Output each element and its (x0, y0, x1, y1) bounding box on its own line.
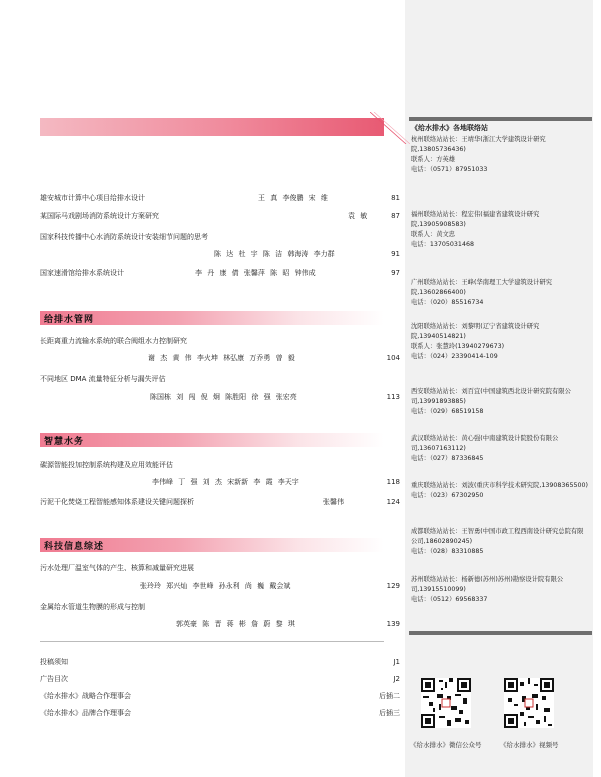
video-qr-label: 《给水排水》视频号 (500, 741, 559, 749)
footer-entry[interactable] (40, 658, 400, 667)
wechat-qr-code[interactable] (421, 678, 471, 728)
station-phone: 电话：（020）85516734 (411, 299, 484, 306)
entry-authors: 谢 杰 黄 伟 李火坤 林弘康 万乔勇 曾 毅 (148, 354, 295, 362)
entry-page: 118 (386, 478, 400, 486)
station-block (411, 278, 589, 308)
station-block (411, 135, 589, 175)
station-head: 杭州联络站站长：王靖华(浙江大学建筑设计研究院,13805736436) (411, 136, 546, 153)
footer-page: J2 (393, 675, 400, 683)
station-phone: 电话：（029）68519158 (411, 408, 484, 415)
footer-title: 《给水排水》品牌合作理事会 (40, 709, 131, 717)
entry-page: 124 (386, 498, 400, 506)
station-block (411, 387, 589, 417)
entry-title: 某国际马戏剧场消防系统设计方案研究 (40, 212, 159, 220)
entry-title: 污泥干化焚烧工程智能感知体系建设关键问题探析 (40, 498, 194, 506)
station-block (411, 210, 589, 250)
section-title: 智慧水务 (44, 437, 85, 447)
station-block (411, 322, 589, 362)
entry-authors: 袁 敏 (348, 212, 368, 220)
section-title: 给排水管网 (44, 315, 95, 325)
footer-title: 广告目次 (40, 675, 68, 683)
footer-entry[interactable] (40, 692, 400, 701)
entry-authors: 李伟峰 丁 强 刘 杰 宋新新 李 霞 李天宇 (152, 478, 299, 486)
station-head: 苏州联络站站长：杨新德(苏州)苏州)勘察设计院有限公司,13915510099) (411, 576, 564, 593)
entry-page: 113 (386, 393, 400, 401)
station-phone: 电话：（024）23390414-109 (411, 353, 498, 360)
entry-title: 碳源智能投加控制系统构建及应用效能评估 (40, 461, 173, 469)
station-head: 武汉联络站站长：黄心强(中南建筑设计院股份有限公司,13607163112) (411, 435, 559, 452)
entry-authors: 陈 达 杜 宇 陈 洁 韩海涛 李力群 (214, 250, 335, 258)
station-head: 重庆联络站站长：刘波(重庆市科学技术研究院,13908365500) (411, 482, 588, 489)
qr-code-icon (504, 678, 554, 728)
banner-diagonal-line (370, 112, 410, 144)
video-qr-code[interactable] (504, 678, 554, 728)
station-contact: 联系人：张慧玲(13940279673) (411, 343, 505, 350)
footer-page: 后插二 (379, 692, 400, 700)
entry-page: 87 (391, 212, 400, 220)
qr-code-icon (421, 678, 471, 728)
entry-title: 国家速滑馆给排水系统设计 (40, 269, 124, 277)
station-block (411, 434, 589, 464)
station-phone: 电话：（0571）87951033 (411, 166, 488, 173)
entry-page: 81 (391, 194, 400, 202)
station-head: 成都联络站站长：王智勇(中国市政工程西南设计研究总院有限公司,18602890245) (411, 528, 584, 545)
entry-title: 污水处理厂温室气体的产生、核算和减量研究进展 (40, 564, 194, 572)
entry-title: 雄安城市计算中心项目给排水设计 (40, 194, 145, 202)
station-phone: 电话：（0512）69568337 (411, 596, 488, 603)
wechat-qr-label: 《给水排水》微信公众号 (410, 741, 482, 749)
footer-page: 后插三 (379, 709, 400, 717)
stations-heading: 《给水排水》各地联络站 (411, 124, 488, 132)
footer-page: J1 (393, 658, 400, 666)
top-banner (40, 118, 384, 136)
entry-title: 不同地区 DMA 流量特征分析与漏失评估 (40, 375, 166, 383)
station-block (411, 575, 589, 605)
divider (40, 641, 384, 642)
entry-page: 91 (391, 250, 400, 258)
entry-title: 金属给水管道生物膜的形成与控制 (40, 603, 145, 611)
entry-authors: 李 丹 康 倩 张馨萍 陈 昭 钟伟成 (195, 269, 316, 277)
station-head: 福州联络站站长：程宏伟(福建省建筑设计研究院,13905908583) (411, 211, 540, 228)
station-block (411, 527, 589, 557)
section-title: 科技信息综述 (44, 542, 105, 552)
station-contact: 联系人：黄文忠 (411, 231, 456, 238)
section-header (40, 433, 384, 447)
entry-authors: 张馨伟 (323, 498, 344, 506)
entry-title: 长距离重力流输水系统的联合阀组水力控制研究 (40, 337, 187, 345)
station-phone: 电话：13705031468 (411, 241, 474, 248)
entry-authors: 王 真 李俊鹏 宋 维 (258, 194, 328, 202)
section-header (40, 311, 384, 325)
station-head: 广州联络站站长：王峰(华南理工大学建筑设计研究院,13602866400) (411, 279, 552, 296)
stations-bottom-bar (409, 631, 592, 635)
station-head: 西安联络站站长：刘百宜(中国建筑西北设计研究院有限公司,13991893885) (411, 388, 571, 405)
entry-title: 国家科技传播中心水消防系统设计安装细节问题的思考 (40, 233, 208, 241)
entry-page: 139 (386, 620, 400, 628)
footer-entry[interactable] (40, 709, 400, 718)
entry-page: 129 (386, 582, 400, 590)
entry-authors: 张玲玲 郑兴灿 李世峰 孙永利 尚 巍 戴会斌 (140, 582, 291, 590)
station-phone: 电话：（027）87336845 (411, 455, 484, 462)
section-header (40, 538, 384, 552)
station-block (411, 481, 589, 501)
entry-authors: 陈国栋 刘 闯 倪 炯 陈胜阳 徐 强 张宏亮 (150, 393, 297, 401)
station-phone: 电话：（023）67302950 (411, 492, 484, 499)
entry-authors: 郭英豪 陈 晋 蒋 彬 詹 蔚 黎 琪 (176, 620, 295, 628)
footer-title: 《给水排水》战略合作理事会 (40, 692, 131, 700)
entry-page: 97 (391, 269, 400, 277)
station-phone: 电话：（028）83310885 (411, 548, 484, 555)
entry-page: 104 (386, 354, 400, 362)
stations-top-bar (409, 117, 592, 121)
footer-title: 投稿须知 (40, 658, 68, 666)
station-head: 沈阳联络站站长：刘黎明(辽宁省建筑设计研究院,13940514821) (411, 323, 540, 340)
footer-entry[interactable] (40, 675, 400, 684)
station-contact: 联系人：方英雄 (411, 156, 456, 163)
